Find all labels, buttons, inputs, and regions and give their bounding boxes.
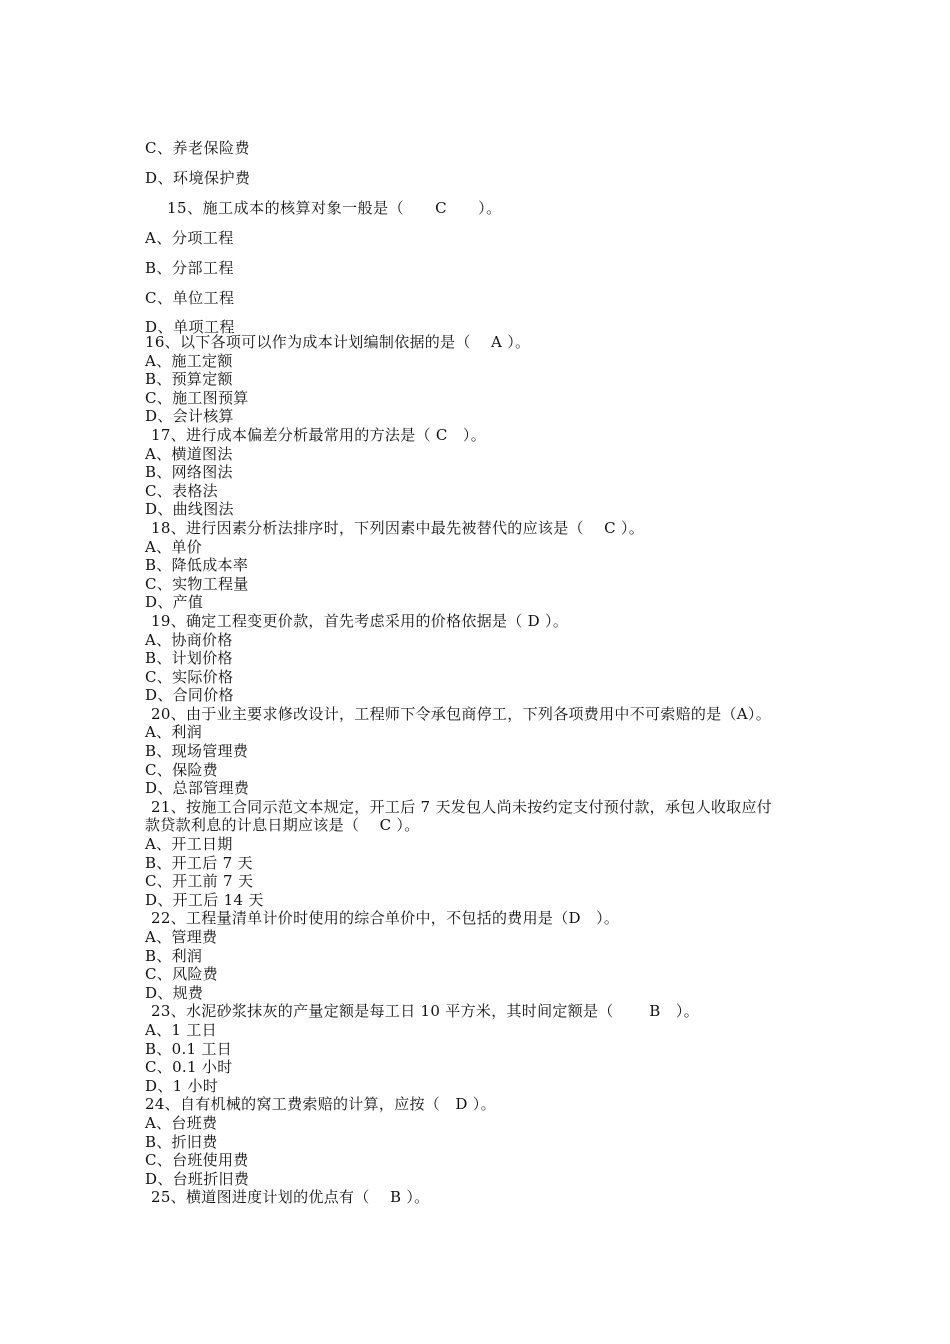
- option-line: D、单项工程: [145, 318, 236, 336]
- question-line: 22、工程量清单计价时使用的综合单价中，不包括的费用是（D ）。: [151, 909, 620, 928]
- option-line: D、环境保护费: [145, 169, 251, 187]
- option-line: B、计划价格: [145, 649, 233, 668]
- option-line: C、0.1 小时: [145, 1058, 233, 1077]
- option-line: C、保险费: [145, 760, 218, 779]
- option-line: A、单价: [145, 537, 203, 556]
- option-line: D、曲线图法: [145, 500, 234, 519]
- option-line: A、利润: [145, 723, 203, 742]
- question-line: 15、施工成本的核算对象一般是（ C ）。: [167, 199, 502, 217]
- option-line: D、台班折旧费: [145, 1169, 250, 1188]
- option-line: D、合同价格: [145, 686, 234, 705]
- option-line: D、会计核算: [145, 407, 234, 426]
- option-line: B、网络图法: [145, 463, 233, 482]
- option-line: D、1 小时: [145, 1076, 219, 1095]
- option-line: C、实物工程量: [145, 574, 249, 593]
- option-line: C、台班使用费: [145, 1151, 249, 1170]
- question-line: 25、横道图进度计划的优点有（ B ）。: [151, 1188, 430, 1207]
- option-line: B、折旧费: [145, 1132, 218, 1151]
- option-line: D、总部管理费: [145, 779, 250, 798]
- option-line: C、开工前 7 天: [145, 872, 254, 891]
- question-line: 18、进行因素分析法排序时，下列因素中最先被替代的应该是（ C ）。: [151, 518, 645, 537]
- option-line: A、台班费: [145, 1113, 218, 1132]
- option-line: C、实际价格: [145, 667, 234, 686]
- option-line: B、降低成本率: [145, 556, 249, 575]
- option-line: B、0.1 工日: [145, 1039, 233, 1058]
- option-line: A、横道图法: [145, 444, 233, 463]
- option-line: C、风险费: [145, 965, 218, 984]
- question-line: 20、由于业主要求修改设计，工程师下令承包商停工，下列各项费用中不可索赔的是（A）。: [151, 704, 772, 723]
- option-line: B、现场管理费: [145, 742, 249, 761]
- option-line: A、1 工日: [145, 1020, 217, 1039]
- option-line: A、分项工程: [145, 229, 234, 247]
- question-line: 16、以下各项可以作为成本计划编制依据的是（ A ）。: [145, 333, 531, 351]
- option-line: A、施工定额: [145, 351, 233, 370]
- option-line: A、协商价格: [145, 630, 233, 649]
- option-line: B、开工后 7 天: [145, 853, 253, 872]
- question-line: 19、确定工程变更价款，首先考虑采用的价格依据是（ D ）。: [151, 611, 569, 630]
- option-line: D、开工后 14 天: [145, 890, 264, 909]
- option-line: B、利润: [145, 946, 203, 965]
- option-line: B、预算定额: [145, 370, 233, 389]
- dense-section: [145, 333, 815, 1207]
- option-line: A、开工日期: [145, 835, 233, 854]
- option-line: D、规费: [145, 983, 204, 1002]
- option-line: C、养老保险费: [145, 139, 250, 157]
- option-line: C、单位工程: [145, 289, 235, 307]
- option-line: B、分部工程: [145, 259, 235, 277]
- option-line: C、施工图预算: [145, 388, 249, 407]
- option-line: C、表格法: [145, 481, 218, 500]
- question-line: 23、水泥砂浆抹灰的产量定额是每工日 10 平方米，其时间定额是（ B ）。: [151, 1002, 700, 1021]
- option-line: A、管理费: [145, 928, 218, 946]
- question-line: 24、自有机械的窝工费索赔的计算，应按（ D ）。: [145, 1095, 496, 1114]
- question-continuation-line: 款贷款利息的计息日期应该是（ C ）。: [145, 816, 420, 835]
- option-line: D、产值: [145, 593, 204, 612]
- question-line: 17、进行成本偏差分析最常用的方法是（ C ）。: [151, 425, 487, 444]
- question-line: 21、按施工合同示范文本规定，开工后 7 天发包人尚未按约定支付预付款，承包人收取应付: [151, 797, 773, 816]
